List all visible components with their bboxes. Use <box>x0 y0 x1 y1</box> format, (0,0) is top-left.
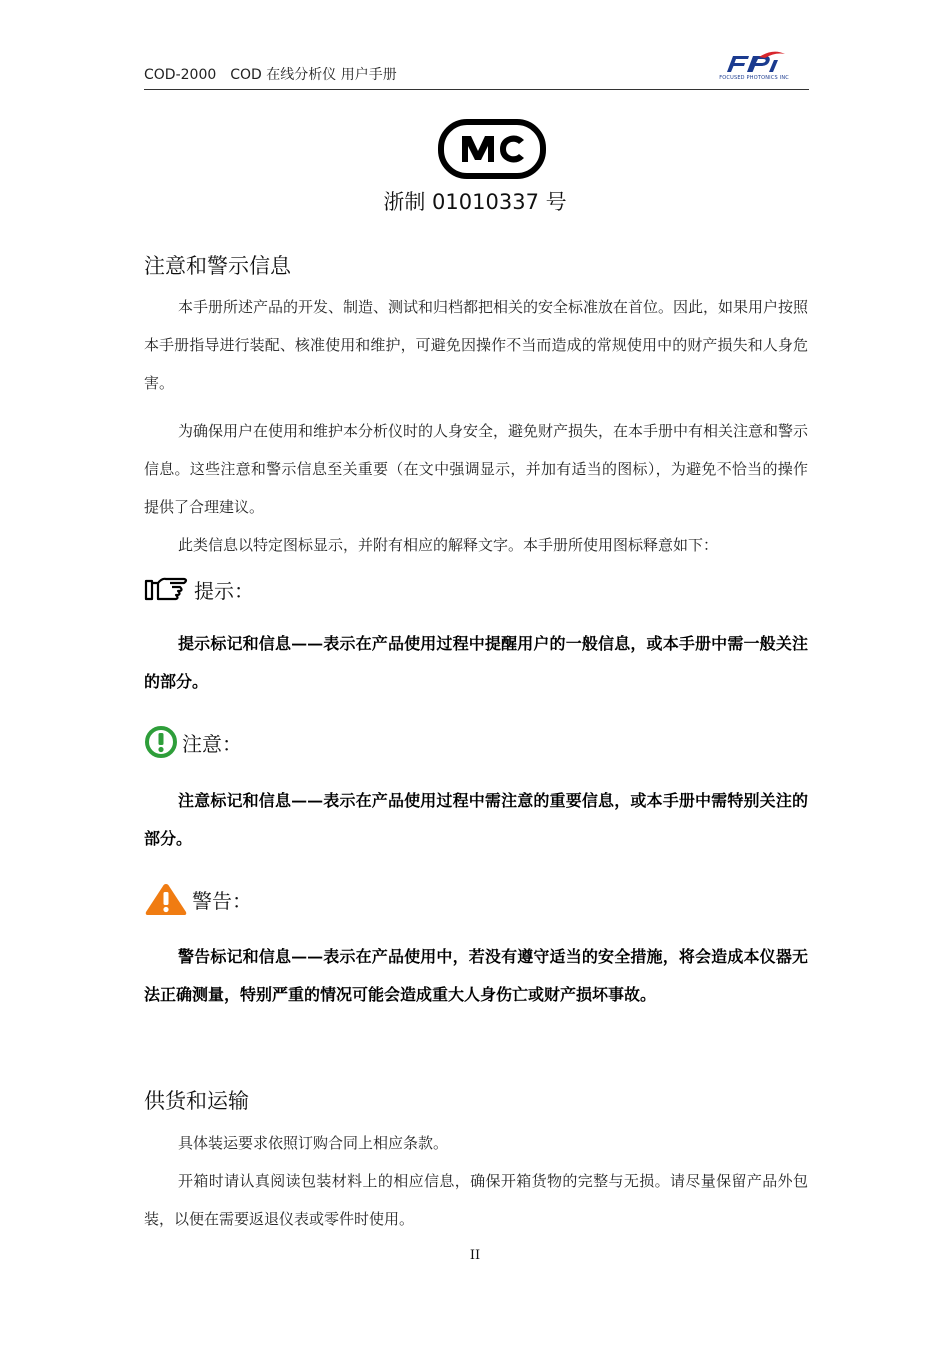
cmc-mark-icon <box>438 118 546 180</box>
shipping-paragraph-1: 具体装运要求依照订购合同上相应条款。 <box>178 1134 449 1152</box>
note-text: 注意标记和信息——表示在产品使用过程中需注意的重要信息，或本手册中需特别关注的部分。 <box>144 791 808 848</box>
note-label: 注意： <box>182 731 242 756</box>
warning-heading <box>144 881 252 917</box>
logo-caption: FOCUSED PHOTONICS INC <box>719 75 789 81</box>
note-heading <box>144 724 242 760</box>
exclamation-circle-icon <box>144 725 178 759</box>
hint-heading <box>144 571 254 607</box>
pointing-hand-icon <box>144 575 190 603</box>
safety-paragraph-2: 为确保用户在使用和维护本分析仪时的人身安全，避免财产损失，在本手册中有相关注意和警示信息。这些注意和警示信息至关重要（在文中强调显示，并加有适当的图标），为避免不恰当的操作提供了合理建议。 <box>144 422 809 516</box>
safety-paragraph-1: 本手册所述产品的开发、制造、测试和归档都把相关的安全标准放在首位。因此，如果用户按照本手册指导进行装配、核准使用和维护，可避免因操作不当而造成的常规使用中的财产损失和人身危害。 <box>144 298 809 392</box>
shipping-paragraph-2: 开箱时请认真阅读包装材料上的相应信息，确保开箱货物的完整与无损。请尽量保留产品外包装，以便在需要返退仪表或零件时使用。 <box>144 1172 808 1228</box>
warning-triangle-icon <box>144 882 188 916</box>
page-header <box>144 48 809 90</box>
header-title: COD-2000 COD 在线分析仪 用户手册 <box>144 67 397 83</box>
hint-label: 提示： <box>194 578 254 603</box>
fpi-logo-mark <box>719 50 789 76</box>
section-heading-shipping: 供货和运输 <box>144 1089 249 1113</box>
warning-label: 警告： <box>192 888 252 913</box>
approval-number: 浙制 01010337 号 <box>383 190 567 214</box>
safety-paragraph-3: 此类信息以特定图标显示，并附有相应的解释文字。本手册所使用图标释意如下： <box>178 536 719 554</box>
warning-text: 警告标记和信息——表示在产品使用中，若没有遵守适当的安全措施，将会造成本仪器无法正确测量，特别严重的情况可能会造成重大人身伤亡或财产损坏事故。 <box>144 947 808 1004</box>
section-heading-safety: 注意和警示信息 <box>144 254 291 278</box>
hint-text: 提示标记和信息——表示在产品使用过程中提醒用户的一般信息，或本手册中需一般关注的部分。 <box>144 634 808 691</box>
fpi-logo <box>719 50 789 84</box>
page-number: II <box>469 1248 481 1263</box>
